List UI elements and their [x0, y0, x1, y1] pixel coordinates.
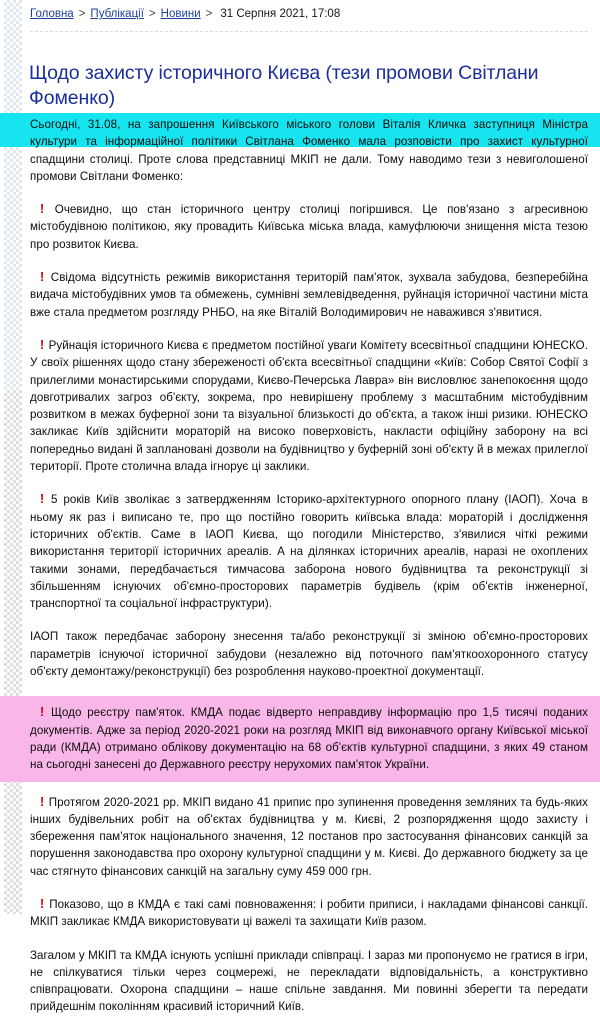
paragraph-2-text: Свідома відсутність режимів використання територій пам'яток, зухвала забудова, безперебійна видача містобудівних умов та обмежень, сумнівні землевідведення, руйнація історичної частини міста вже стала предметом розгляду РНБО, на яке Віталій Володимирович не наважився з'явитися.: [30, 271, 588, 319]
page-title: Щодо захисту історичного Києва (тези промови Світлани Фоменко): [29, 62, 539, 110]
paragraph-4: [0, 489, 600, 614]
paragraph-3: [0, 335, 600, 477]
breadcrumb: [30, 8, 340, 20]
paragraph-9-text: Загалом у МКІП та КМДА існують успішні приклади співпраці. І зараз ми пропонуємо не гратися в ігри, не спілкуватися тільки через соцмережі, не перекладати відповідальність, а конструктивно співпрацювати. Охорона спадщини – наше спільне завдання. Ми повинні зберегти та передати прийдешнім поколінням красивий історичний Київ.: [30, 948, 588, 1014]
paragraph-1: [0, 199, 600, 255]
paragraph-8: [0, 894, 600, 933]
breadcrumb-item-news[interactable]: Новини: [160, 8, 201, 20]
breadcrumb-separator-3: >: [205, 8, 213, 20]
paragraph-3-text: Руйнація історичного Києва є предметом постійної уваги Комітету всесвітньої спадщини ЮНЕСКО. У своїх рішеннях щодо стану збереженості об'єкта всесвітньої спадщини «Київ: Собор Святої Софії з прилеглими монастирськими спорудами, Києво-Печерська Лавра» він висловлює занепокоєння щодо довготривалих загроз об'єкту, зокрема, про невирішену проблему з масштабним містобудівним розвитком в межах буферної зони та візуальної близькості до об'єкта, а також інші ризики. ЮНЕСКО закликає Київ здійснити мораторій на високо поверховість, накласти офіційну заборону на всі попередньо видані й заплановані дозволи на будівництво у буферній зоні об'єкту й в межах прилеглої території. Проте столична влада ігнорує ці заклики.: [30, 338, 588, 474]
alert-marker-icon: !: [40, 492, 45, 507]
breadcrumb-separator-1: >: [78, 8, 86, 20]
paragraph-8-text: Показово, що в КМДА є такі самі повноваження: і робити приписи, і накладами фінансові санкції. МКІП закликає КМДА використовувати ці важелі та захищати Київ разом.: [30, 897, 588, 929]
paragraph-intro: [0, 113, 600, 187]
paragraph-7-text: Протягом 2020-2021 рр. МКІП видано 41 припис про зупинення проведення земляних та будь-яких інших будівельних робіт на об'єктах будівництва у м. Києві, 2 розпорядження щодо захисту і збереження пам'яток національного значення, 12 постанов про застосування фінансових санкцій за порушення законодавства про охорону культурної спадщини у м. Києві. До державного бюджету за це час стягнуто фінансових санкцій на загальну суму 459 000 грн.: [30, 795, 588, 878]
alert-marker-icon: !: [40, 705, 45, 720]
alert-marker-icon: !: [40, 270, 45, 285]
alert-marker-icon: !: [40, 202, 45, 217]
breadcrumb-item-publications[interactable]: Публікації: [90, 8, 144, 20]
paragraph-5: [0, 626, 600, 682]
paragraph-4-text: 5 років Київ зволікає з затвердженням Історико-архітектурного опорного плану (ІАОП). Хоча в ньому як раз і виписано те, про що постійно говорить київська влада: мораторій і дослідження історичних об'єктів. Саме в ІАОП Києва, що погодили Міністерство, з'явилися чіткі режими використання території історичних ареалів. А на ділянках історичних ареалів, наразі не охоплених такими зонами, передбачається тимчасова заборона нового будівництва та реконструкції зі збільшенням існуючих об'ємно-просторових параметрів будівель (крім об'єктів інженерної, транспортної та соціальної інфраструктури).: [30, 493, 588, 611]
paragraph-intro-text: Сьогодні, 31.08, на запрошення Київського міського голови Віталія Кличка заступниця Міністра культури та інформаційної політики Світлана Фоменко мала розповісти про захист культурної спадщини столиці. Проте слова представниці МКІП не дали. Тому наводимо тези з невиголошеної промови Світлани Фоменко:: [30, 118, 588, 183]
paragraph-6-text: Щодо реєстру пам'яток. КМДА подає відверто неправдиву інформацію про 1,5 тисячі поданих документів. Адже за період 2020-2021 роки на розгляд МКІП від виконавчого органу Київської міської ради (КМДА) отримано облікову документацію на 68 об'єктів культурної спадщини, з яких 49 станом на сьогодні занесені до Державного реєстру нерухомих пам'яток України.: [30, 706, 588, 772]
breadcrumb-item-home[interactable]: Головна: [30, 8, 74, 20]
header-divider: [30, 31, 588, 32]
article-body: [0, 113, 600, 1030]
paragraph-1-text: Очевидно, що стан історичного центру столиці погіршився. Це пов'язано з агресивною містобудівною політикою, яку провадить Київська міська влада, камуфлюючи знищення міста тезою про розвиток Києва.: [30, 203, 588, 251]
paragraph-6-highlighted: [0, 696, 600, 781]
paragraph-7: [0, 792, 600, 882]
paragraph-5-text: ІАОП також передбачає заборону знесення та/або реконструкції зі зміною об'ємно-просторових параметрів існуючої історичної забудови (незалежно від поточного пам'яткоохоронного статусу об'єкту демонтажу/реконструкції) без розроблення науково-проектної документації.: [30, 630, 588, 679]
alert-marker-icon: !: [40, 337, 45, 352]
article-timestamp: 31 Серпня 2021, 17:08: [220, 8, 341, 20]
breadcrumb-separator-2: >: [148, 8, 156, 20]
alert-marker-icon: !: [40, 896, 45, 911]
alert-marker-icon: !: [40, 794, 45, 809]
paragraph-2: [0, 267, 600, 323]
paragraph-9: [0, 945, 600, 1018]
